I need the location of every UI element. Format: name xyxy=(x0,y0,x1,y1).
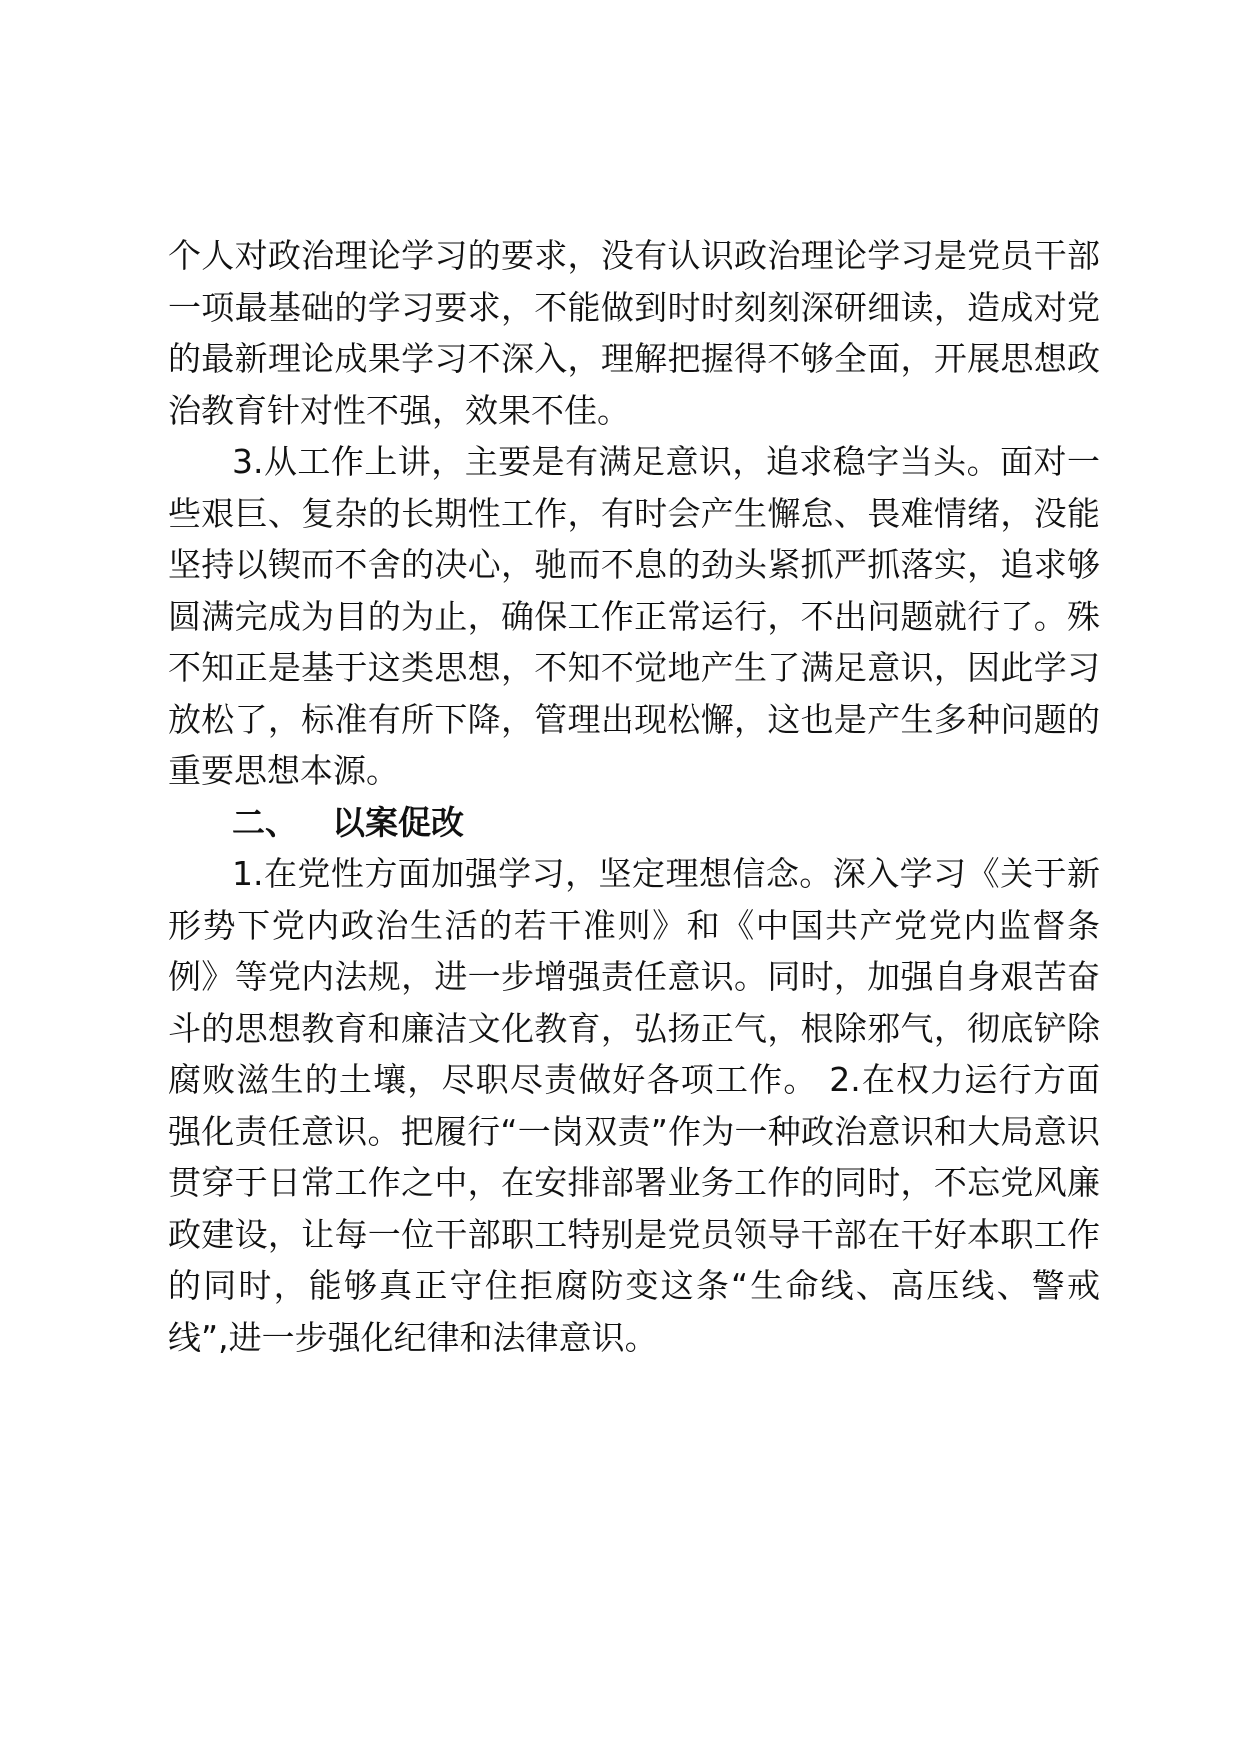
document-body xyxy=(168,230,1100,1363)
section-heading-text: 以案促改 xyxy=(332,802,464,842)
section-heading-number: 二、 xyxy=(232,802,298,842)
section-heading xyxy=(168,797,1100,849)
paragraph-continuation: 个人对政治理论学习的要求，没有认识政治理论学习是党员干部一项最基础的学习要求，不能做到时时刻刻深研细读，造成对党的最新理论成果学习不深入，理解把握得不够全面，开展思想政治教育针对性不强，效果不佳。 xyxy=(168,236,1100,430)
paragraph-rectification: 1.在党性方面加强学习，坚定理想信念。深入学习《关于新形势下党内政治生活的若干准则》和《中国共产党党内监督条例》等党内法规，进一步增强责任意识。同时，加强自身艰苦奋斗的思想教育和廉洁文化教育，弘扬正气，根除邪气，彻底铲除腐败滋生的土壤，尽职尽责做好各项工作。 2.在权力运行方面强化责任意识。把履行“一岗双责”作为一种政治意识和大局意识贯穿于日常工作之中，在安排部署业务工作的同时，不忘党风廉政建设，让每一位干部职工特别是党员领导干部在干好本职工作的同时，能够真正守住拒腐防变这条“生命线、高压线、警戒线”,进一步强化纪律和法律意识。 xyxy=(168,854,1100,1357)
paragraph-work-attitude: 3.从工作上讲，主要是有满足意识，追求稳字当头。面对一些艰巨、复杂的长期性工作，有时会产生懈怠、畏难情绪，没能坚持以锲而不舍的决心，驰而不息的劲头紧抓严抓落实，追求够圆满完成为目的为止，确保工作正常运行，不出问题就行了。殊不知正是基于这类思想，不知不觉地产生了满足意识，因此学习放松了，标准有所下降，管理出现松懈，这也是产生多种问题的重要思想本源。 xyxy=(168,442,1100,790)
